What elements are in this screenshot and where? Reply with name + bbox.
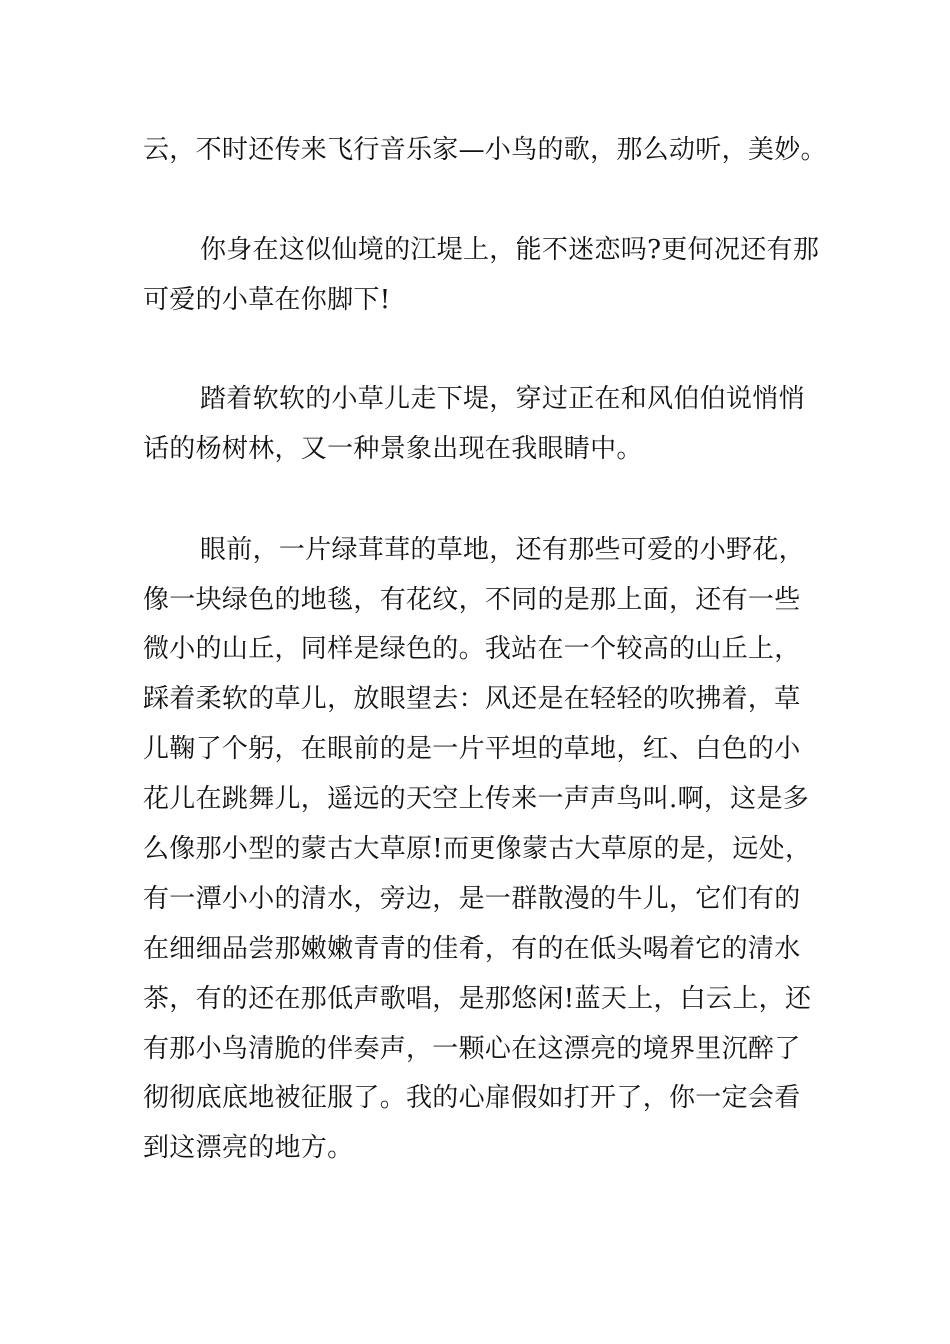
text-line: 你身在这似仙境的江堤上，能不迷恋吗?更何况还有那: [200, 235, 820, 265]
text-line: 到这漂亮的地方。: [143, 1133, 354, 1163]
text-line: 踏着软软的小草儿走下堤，穿过正在和风伯伯说悄悄: [200, 384, 805, 414]
text-line: 有一潭小小的清水，旁边，是一群散漫的牛儿，它们有的: [143, 884, 801, 914]
text-line: 有那小鸟清脆的伴奏声，一颗心在这漂亮的境界里沉醉了: [143, 1034, 801, 1064]
text-line: 茶，有的还在那低声歌唱，是那悠闲!蓝天上，白云上，还: [143, 984, 812, 1014]
text-line: 儿鞠了个躬，在眼前的是一片平坦的草地，红、白色的小: [143, 734, 801, 764]
text-line: 眼前，一片绿茸茸的草地，还有那些可爱的小野花，: [200, 535, 805, 565]
text-line: 踩着柔软的草儿，放眼望去：风还是在轻轻的吹拂着，草: [143, 684, 801, 714]
text-line: 微小的山丘，同样是绿色的。我站在一个较高的山丘上，: [143, 634, 801, 664]
text-line: 话的杨树林，又一种景象出现在我眼睛中。: [143, 434, 643, 464]
text-line: 么像那小型的蒙古大草原!而更像蒙古大草原的是，远处，: [143, 834, 812, 864]
text-line: 彻彻底底地被征服了。我的心扉假如打开了，你一定会看: [143, 1083, 801, 1113]
text-line: 像一块绿色的地毯，有花纹，不同的是那上面，还有一些: [143, 585, 801, 615]
text-line: 云，不时还传来飞行音乐家—小鸟的歌，那么动听，美妙。: [143, 135, 827, 165]
text-line: 在细细品尝那嫩嫩青青的佳肴，有的在低头喝着它的清水: [143, 934, 801, 964]
text-line: 花儿在跳舞儿，遥远的天空上传来一声声鸟叫.啊，这是多: [143, 784, 810, 814]
text-line: 可爱的小草在你脚下!: [143, 285, 391, 315]
